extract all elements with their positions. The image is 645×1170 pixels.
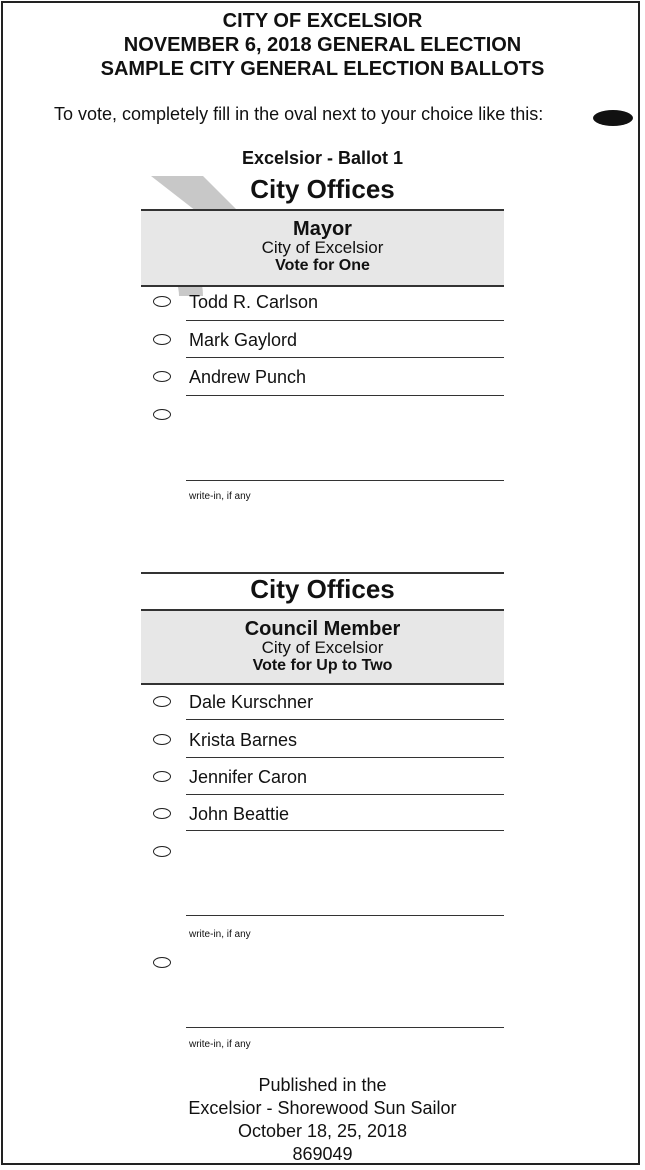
candidate-name: John Beattie xyxy=(189,804,290,824)
vote-for-instruction: Vote for One xyxy=(275,257,370,274)
header-sample: SAMPLE CITY GENERAL ELECTION BALLOTS xyxy=(100,58,545,80)
section-title-city-offices: City Offices xyxy=(250,574,395,604)
office-header-council-member xyxy=(141,609,504,685)
vote-for-instruction: Vote for Up to Two xyxy=(252,657,393,674)
publication-notice xyxy=(0,1074,645,1166)
candidate-name: Dale Kurschner xyxy=(189,692,314,712)
candidate-name: Krista Barnes xyxy=(189,730,298,750)
candidate-name: Andrew Punch xyxy=(189,367,307,387)
office-name: Council Member xyxy=(244,618,401,640)
office-header-mayor xyxy=(141,209,504,287)
voting-instructions: To vote, completely fill in the oval next to your choice like this: xyxy=(54,104,544,124)
vote-oval-john-beattie[interactable] xyxy=(153,808,171,819)
header-city: CITY OF EXCELSIOR xyxy=(222,10,423,32)
write-in-label: write-in, if any xyxy=(189,929,251,940)
vote-oval-krista-barnes[interactable] xyxy=(153,734,171,745)
candidate-divider xyxy=(186,357,504,358)
footer-line: Published in the xyxy=(258,1075,387,1095)
write-in-line[interactable] xyxy=(186,1027,504,1028)
office-jurisdiction: City of Excelsior xyxy=(261,238,384,257)
write-in-line[interactable] xyxy=(186,915,504,916)
header-election: NOVEMBER 6, 2018 GENERAL ELECTION xyxy=(123,34,522,56)
filled-oval-example xyxy=(593,110,633,126)
candidate-divider xyxy=(186,395,504,396)
candidate-divider xyxy=(186,757,504,758)
vote-oval-todd-carlson[interactable] xyxy=(153,296,171,307)
candidate-divider xyxy=(186,320,504,321)
vote-oval-mark-gaylord[interactable] xyxy=(153,334,171,345)
section-title-city-offices: City Offices xyxy=(250,174,395,204)
vote-oval-write-in[interactable] xyxy=(153,409,171,420)
candidate-name: Todd R. Carlson xyxy=(189,292,319,312)
office-jurisdiction: City of Excelsior xyxy=(261,638,384,657)
vote-oval-dale-kurschner[interactable] xyxy=(153,696,171,707)
write-in-label: write-in, if any xyxy=(189,1039,251,1050)
candidate-divider xyxy=(186,830,504,831)
office-name: Mayor xyxy=(293,218,352,240)
ballot-title: Excelsior - Ballot 1 xyxy=(241,148,404,168)
candidate-divider xyxy=(186,719,504,720)
footer-dates: October 18, 25, 2018 xyxy=(237,1121,408,1141)
candidate-name: Jennifer Caron xyxy=(189,767,308,787)
footer-newspaper: Excelsior - Shorewood Sun Sailor xyxy=(188,1098,457,1118)
vote-oval-jennifer-caron[interactable] xyxy=(153,771,171,782)
footer-ad-number: 869049 xyxy=(292,1144,353,1164)
vote-oval-andrew-punch[interactable] xyxy=(153,371,171,382)
candidate-divider xyxy=(186,794,504,795)
candidate-name: Mark Gaylord xyxy=(189,330,298,350)
write-in-label: write-in, if any xyxy=(189,491,251,502)
vote-oval-write-in-2[interactable] xyxy=(153,957,171,968)
vote-oval-write-in-1[interactable] xyxy=(153,846,171,857)
write-in-line[interactable] xyxy=(186,480,504,481)
